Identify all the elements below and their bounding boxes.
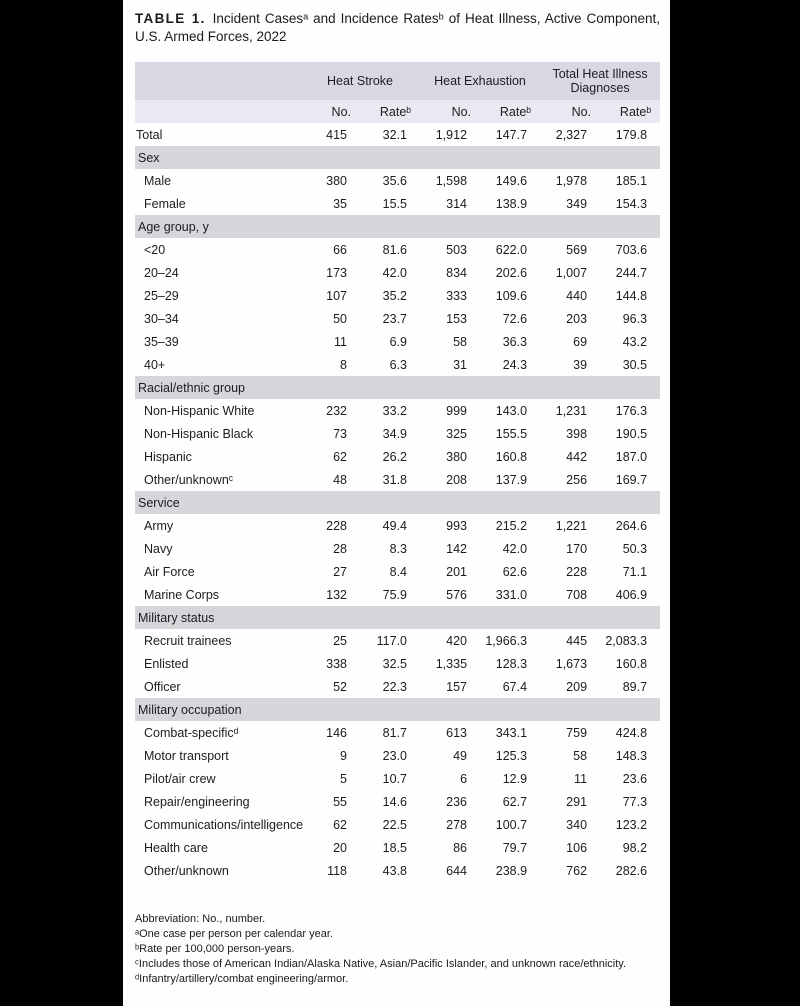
cell-value: 32.1 [382, 127, 408, 142]
cell-value: 154.3 [615, 196, 648, 211]
cell-value: 81.6 [382, 242, 408, 257]
cell-value: 20 [333, 840, 347, 855]
cell-value: 98.2 [622, 840, 648, 855]
cell-value: 36.3 [502, 334, 528, 349]
cell-value: 118 [327, 863, 347, 878]
cell-value: 32.5 [382, 656, 408, 671]
cell-value: 340 [566, 817, 588, 832]
cell-value: 442 [566, 449, 588, 464]
footnote-line: ᶜIncludes those of American Indian/Alaska Native, Asian/Pacific Islander, and unknown race/ethnicity. [135, 958, 627, 970]
cell-value: 201 [446, 564, 468, 579]
row-label: Non-Hispanic White [144, 403, 255, 418]
row-label: 40+ [144, 357, 166, 372]
cell-value: 18.5 [382, 840, 408, 855]
cell-value: 39 [573, 357, 588, 372]
cell-value: 155.5 [495, 426, 528, 441]
cell-value: 15.5 [382, 196, 408, 211]
table-row [135, 192, 660, 215]
cell-value: 89.7 [622, 679, 648, 694]
table-row [135, 537, 660, 560]
cell-value: 1,673 [555, 656, 588, 671]
empty-corner-cell [135, 62, 300, 100]
cell-value: 236 [446, 794, 468, 809]
row-label: Pilot/air crew [144, 771, 216, 786]
cell-value: 96.3 [622, 311, 648, 326]
row-label: Other/unknownᶜ [144, 472, 234, 487]
cell-value: 1,231 [555, 403, 588, 418]
table-row [135, 560, 660, 583]
section-label: Military occupation [135, 698, 660, 721]
cell-value: 420 [446, 633, 468, 648]
cell-value: 278 [446, 817, 468, 832]
cell-value: 999 [446, 403, 468, 418]
cell-value: 33.2 [382, 403, 408, 418]
cell-value: 644 [446, 863, 468, 878]
row-label: 20–24 [144, 265, 179, 280]
row-label: Combat-specificᵈ [144, 725, 239, 740]
empty-corner-cell [135, 100, 300, 123]
row-label: Health care [144, 840, 208, 855]
table-row [135, 284, 660, 307]
cell-value: 314 [446, 196, 468, 211]
cell-value: 58 [573, 748, 588, 763]
row-label: Female [144, 196, 186, 211]
table-title [135, 10, 660, 45]
section-label: Service [135, 491, 660, 514]
cell-value: 160.8 [495, 449, 528, 464]
cell-value: 762 [566, 863, 588, 878]
cell-value: 43.2 [622, 334, 648, 349]
section-header-row [135, 376, 660, 399]
cell-value: 72.6 [502, 311, 528, 326]
row-label: Communications/intelligence [144, 817, 304, 832]
cell-value: 142 [446, 541, 468, 556]
table-row [135, 721, 660, 744]
cell-value: 35.2 [382, 288, 408, 303]
row-label: Motor transport [144, 748, 229, 763]
cell-value: 62 [333, 449, 347, 464]
cell-value: 67.4 [502, 679, 528, 694]
cell-value: 123.2 [615, 817, 648, 832]
table-row [135, 583, 660, 606]
cell-value: 8.3 [389, 541, 408, 556]
section-label: Sex [135, 146, 660, 169]
cell-value: 834 [446, 265, 468, 280]
cell-value: 708 [566, 587, 588, 602]
cell-value: 106 [566, 840, 588, 855]
cell-value: 157 [446, 679, 468, 694]
row-label: Air Force [144, 564, 195, 579]
cell-value: 1,978 [555, 173, 588, 188]
cell-value: 49.4 [382, 518, 408, 533]
cell-value: 35.6 [382, 173, 408, 188]
cell-value: 148.3 [615, 748, 648, 763]
row-label: Officer [144, 679, 181, 694]
table-row [135, 675, 660, 698]
cell-value: 1,912 [435, 127, 468, 142]
cell-value: 86 [453, 840, 468, 855]
section-label: Age group, y [135, 215, 660, 238]
cell-value: 190.5 [615, 426, 648, 441]
cell-value: 331.0 [495, 587, 528, 602]
cell-value: 125.3 [495, 748, 528, 763]
cell-value: 622.0 [495, 242, 528, 257]
table-row [135, 330, 660, 353]
footnote-line: ᵈInfantry/artillery/combat engineering/armor. [135, 973, 349, 985]
table-row [135, 767, 660, 790]
section-header-row [135, 606, 660, 629]
cell-value: 66 [333, 242, 347, 257]
table-row [135, 307, 660, 330]
column-subheader-row [135, 100, 660, 123]
table-row [135, 468, 660, 491]
cell-value: 31.8 [382, 472, 408, 487]
cell-value: 440 [566, 288, 588, 303]
table-row [135, 790, 660, 813]
cell-value: 6.9 [389, 334, 408, 349]
cell-value: 208 [446, 472, 468, 487]
table-row [135, 445, 660, 468]
cell-value: 179.8 [615, 127, 648, 142]
cell-value: 1,007 [555, 265, 588, 280]
cell-value: 30.5 [622, 357, 648, 372]
row-label: 30–34 [144, 311, 179, 326]
cell-value: 576 [446, 587, 468, 602]
cell-value: 77.3 [622, 794, 648, 809]
table-row [135, 514, 660, 537]
row-label: Total [136, 127, 163, 142]
footnotes [135, 912, 660, 987]
cell-value: 185.1 [615, 173, 648, 188]
cell-value: 424.8 [615, 725, 648, 740]
section-header-row [135, 215, 660, 238]
cell-value: 160.8 [615, 656, 648, 671]
cell-value: 380 [446, 449, 468, 464]
cell-value: 1,598 [435, 173, 468, 188]
cell-value: 75.9 [382, 587, 408, 602]
cell-value: 73 [333, 426, 347, 441]
cell-value: 415 [326, 127, 347, 142]
document-page [123, 0, 670, 1006]
cell-value: 228 [566, 564, 588, 579]
cell-value: 169.7 [615, 472, 648, 487]
cell-value: 8.4 [389, 564, 408, 579]
cell-value: 149.6 [495, 173, 528, 188]
cell-value: 147.7 [495, 127, 528, 142]
table-row [135, 629, 660, 652]
cell-value: 291 [566, 794, 588, 809]
cell-value: 282.6 [615, 863, 648, 878]
cell-value: 11 [334, 334, 347, 349]
cell-value: 22.3 [382, 679, 408, 694]
table-row [135, 169, 660, 192]
cell-value: 24.3 [502, 357, 528, 372]
cell-value: 28 [333, 541, 347, 556]
section-header-row [135, 698, 660, 721]
table-row [135, 261, 660, 284]
table-row [135, 836, 660, 859]
cell-value: 228 [326, 518, 347, 533]
row-label: Male [144, 173, 172, 188]
cell-value: 62 [333, 817, 347, 832]
cell-value: 1,966.3 [485, 633, 528, 648]
cell-value: 380 [326, 173, 347, 188]
cell-value: 14.6 [382, 794, 408, 809]
table-row [135, 652, 660, 675]
cell-value: 256 [566, 472, 588, 487]
row-label: Recruit trainees [144, 633, 232, 648]
cell-value: 42.0 [382, 265, 408, 280]
row-label: Repair/engineering [144, 794, 250, 809]
cell-value: 79.7 [502, 840, 528, 855]
table-row [135, 422, 660, 445]
cell-value: 10.7 [382, 771, 408, 786]
cell-value: 43.8 [382, 863, 408, 878]
cell-value: 143.0 [495, 403, 528, 418]
cell-value: 170 [566, 541, 588, 556]
cell-value: 703.6 [615, 242, 648, 257]
cell-value: 343.1 [495, 725, 528, 740]
cell-value: 25 [333, 633, 347, 648]
cell-value: 11 [574, 771, 588, 786]
cell-value: 146 [326, 725, 347, 740]
row-label: <20 [144, 242, 166, 257]
row-label: 35–39 [144, 334, 179, 349]
cell-value: 62.7 [502, 794, 528, 809]
table-row [135, 744, 660, 767]
cell-value: 153 [446, 311, 468, 326]
subheader-no: No. [300, 100, 360, 123]
section-label: Racial/ethnic group [135, 376, 660, 399]
row-label: Navy [144, 541, 173, 556]
cell-value: 132 [326, 587, 347, 602]
cell-value: 1,335 [435, 656, 468, 671]
cell-value: 23.7 [382, 311, 408, 326]
cell-value: 503 [446, 242, 468, 257]
cell-value: 22.5 [382, 817, 408, 832]
cell-value: 5 [340, 771, 347, 786]
cell-value: 569 [566, 242, 588, 257]
cell-value: 27 [333, 564, 347, 579]
cell-value: 50 [333, 311, 347, 326]
row-label: Other/unknown [144, 863, 229, 878]
cell-value: 144.8 [615, 288, 648, 303]
section-header-row [135, 491, 660, 514]
table-body [135, 123, 660, 882]
cell-value: 55 [333, 794, 347, 809]
cell-value: 215.2 [495, 518, 528, 533]
cell-value: 445 [566, 633, 588, 648]
cell-value: 398 [566, 426, 588, 441]
footnote-line: ᵃOne case per person per calendar year. [135, 928, 333, 940]
table-title-text: Incident Casesᵃ and Incidence Ratesᵇ of Heat Illness, Active Component, U.S. Armed Forces, 2022 [135, 11, 661, 44]
cell-value: 333 [446, 288, 468, 303]
cell-value: 107 [326, 288, 347, 303]
table-row [135, 353, 660, 376]
footnote-line: Abbreviation: No., number. [135, 913, 266, 925]
table-row [135, 399, 660, 422]
table-title-number: TABLE 1. [135, 11, 206, 26]
cell-value: 26.2 [382, 449, 408, 464]
section-label: Military status [135, 606, 660, 629]
cell-value: 759 [566, 725, 588, 740]
col-group-total-heat-illness: Total Heat Illness Diagnoses [540, 62, 660, 100]
table-row [135, 238, 660, 261]
col-group-heat-exhaustion: Heat Exhaustion [420, 62, 540, 100]
cell-value: 34.9 [382, 426, 408, 441]
cell-value: 81.7 [382, 725, 408, 740]
cell-value: 109.6 [495, 288, 528, 303]
cell-value: 238.9 [495, 863, 528, 878]
subheader-rate: Rateᵇ [480, 100, 540, 123]
cell-value: 2,083.3 [605, 633, 648, 648]
cell-value: 42.0 [502, 541, 528, 556]
cell-value: 128.3 [495, 656, 528, 671]
section-header-row [135, 146, 660, 169]
col-group-heat-stroke: Heat Stroke [300, 62, 420, 100]
cell-value: 187.0 [615, 449, 648, 464]
cell-value: 176.3 [615, 403, 648, 418]
cell-value: 325 [446, 426, 468, 441]
cell-value: 349 [566, 196, 588, 211]
cell-value: 993 [446, 518, 468, 533]
cell-value: 6 [460, 771, 468, 786]
cell-value: 1,221 [555, 518, 588, 533]
cell-value: 23.0 [382, 748, 408, 763]
cell-value: 406.9 [615, 587, 648, 602]
cell-value: 137.9 [495, 472, 528, 487]
row-label: Non-Hispanic Black [144, 426, 254, 441]
cell-value: 2,327 [555, 127, 588, 142]
cell-value: 613 [446, 725, 468, 740]
row-label: Marine Corps [144, 587, 220, 602]
cell-value: 244.7 [615, 265, 648, 280]
table-row [135, 859, 660, 882]
cell-value: 50.3 [622, 541, 648, 556]
cell-value: 12.9 [502, 771, 528, 786]
cell-value: 49 [453, 748, 468, 763]
cell-value: 173 [326, 265, 347, 280]
cell-value: 69 [573, 334, 588, 349]
cell-value: 31 [453, 357, 468, 372]
cell-value: 62.6 [502, 564, 528, 579]
cell-value: 23.6 [622, 771, 648, 786]
cell-value: 264.6 [615, 518, 648, 533]
cell-value: 117.0 [376, 633, 408, 648]
row-label: 25–29 [144, 288, 179, 303]
row-label: Army [144, 518, 174, 533]
cell-value: 203 [566, 311, 588, 326]
cell-value: 100.7 [495, 817, 528, 832]
cell-value: 52 [333, 679, 347, 694]
row-label: Enlisted [144, 656, 189, 671]
cell-value: 209 [566, 679, 588, 694]
footnote-line: ᵇRate per 100,000 person-years. [135, 943, 295, 955]
subheader-no: No. [540, 100, 600, 123]
cell-value: 202.6 [495, 265, 528, 280]
cell-value: 232 [326, 403, 347, 418]
subheader-rate: Rateᵇ [600, 100, 660, 123]
cell-value: 48 [333, 472, 347, 487]
cell-value: 58 [453, 334, 468, 349]
table-row [135, 123, 660, 146]
cell-value: 35 [333, 196, 347, 211]
cell-value: 8 [340, 357, 347, 372]
column-group-header-row [135, 62, 660, 100]
cell-value: 138.9 [495, 196, 528, 211]
subheader-no: No. [420, 100, 480, 123]
heat-illness-table [135, 62, 660, 882]
cell-value: 338 [326, 656, 347, 671]
table-row [135, 813, 660, 836]
cell-value: 71.1 [622, 564, 648, 579]
cell-value: 6.3 [389, 357, 408, 372]
cell-value: 9 [340, 748, 347, 763]
subheader-rate: Rateᵇ [360, 100, 420, 123]
row-label: Hispanic [144, 449, 192, 464]
